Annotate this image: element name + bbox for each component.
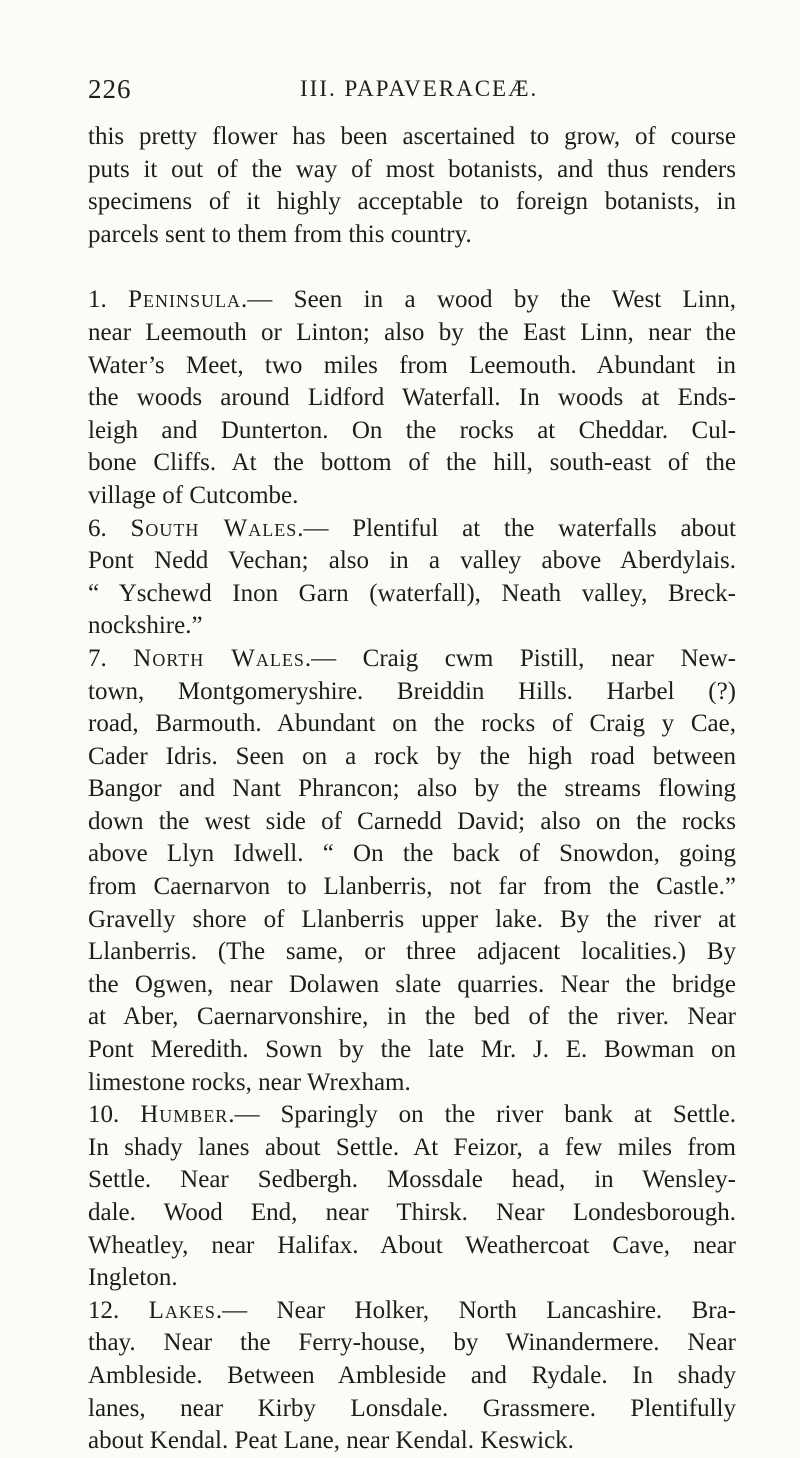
entry-number: 12.: [88, 1296, 149, 1324]
entry-first-line: [88, 284, 736, 317]
text-line: thay. Near the Ferry-house, by Winandermere. Near: [88, 1329, 736, 1357]
text-line: down the west side of Carnedd David; also on the rocks: [88, 807, 736, 835]
text-line: nockshire.”: [88, 612, 203, 640]
text-line: at Aber, Caernarvonshire, in the bed of the river. Near: [88, 1003, 736, 1031]
region-name: South Wales: [130, 514, 298, 542]
text-line: Bangor and Nant Phrancon; also by the streams flowing: [88, 775, 736, 803]
page-number: 226: [88, 74, 132, 104]
text-line: leigh and Dunterton. On the rocks at Cheddar. Cul-: [88, 416, 736, 444]
entry-first-line: [88, 1295, 736, 1328]
text-line: this pretty flower has been ascertained to grow, of course: [88, 123, 736, 150]
text-line: near Leemouth or Linton; also by the East Linn, near the: [88, 318, 736, 346]
text-line: above Llyn Idwell. “ On the back of Snowdon, going: [88, 840, 736, 868]
entry-text: .— Sparingly on the river bank at Settle.: [228, 1101, 737, 1129]
running-head: III. PAPAVERACEÆ.: [300, 76, 539, 101]
text-line: the woods around Lidford Waterfall. In woods at Ends-: [88, 384, 736, 412]
text-line: Llanberris. (The same, or three adjacent localities.) By: [88, 938, 736, 966]
entry-number: 1.: [88, 286, 129, 314]
paragraph-spacer: [88, 251, 736, 284]
text-line: about Kendal. Peat Lane, near Kendal. Keswick.: [88, 1427, 574, 1455]
page-header: [88, 74, 712, 110]
text-line: Gravelly shore of Llanberris upper lake. By the river at: [88, 905, 736, 933]
text-line: Ingleton.: [88, 1264, 178, 1292]
region-name: North Wales: [133, 644, 305, 672]
entry-first-line: [88, 643, 736, 676]
region-name: Lakes: [148, 1296, 216, 1324]
region-name: Peninsula: [128, 286, 242, 314]
body-text: [88, 121, 736, 1458]
entry-text: .— Near Holker, North Lancashire. Bra-: [215, 1296, 736, 1324]
region-name: Humber: [140, 1101, 229, 1129]
entry-number: 6.: [88, 514, 131, 542]
text-line: Cader Idris. Seen on a rock by the high road between: [88, 742, 736, 770]
text-line: Settle. Near Sedbergh. Mossdale head, in Wensley-: [88, 1166, 736, 1194]
entry-first-line: [88, 513, 736, 546]
text-line: Ambleside. Between Ambleside and Rydale. In shady: [88, 1361, 736, 1389]
entry-text: .— Plentiful at the waterfalls about: [297, 514, 737, 542]
text-line: puts it out of the way of most botanists, and thus renders: [88, 155, 736, 183]
text-line: lanes, near Kirby Lonsdale. Grassmere. Plentifully: [88, 1394, 736, 1422]
entry-first-line: [88, 1099, 736, 1132]
text-line: Wheatley, near Halifax. About Weathercoat Cave, near: [88, 1231, 736, 1259]
text-line: “ Yschewd Inon Garn (waterfall), Neath valley, Breck-: [88, 579, 736, 607]
text-line: specimens of it highly acceptable to foreign botanists, in: [88, 188, 736, 216]
text-line: In shady lanes about Settle. At Feizor, a few miles from: [88, 1133, 736, 1161]
text-line: parcels sent to them from this country.: [88, 220, 472, 248]
text-line: limestone rocks, near Wrexham.: [88, 1068, 411, 1096]
entry-text: .— Craig cwm Pistill, near New-: [304, 644, 736, 672]
text-line: town, Montgomeryshire. Breiddin Hills. Harbel (?): [88, 677, 736, 705]
text-line: dale. Wood End, near Thirsk. Near Londesborough.: [88, 1199, 736, 1226]
text-line: Water’s Meet, two miles from Leemouth. Abundant in: [88, 351, 736, 379]
text-line: from Caernarvon to Llanberris, not far from the Castle.”: [88, 873, 736, 901]
text-line: Pont Meredith. Sown by the late Mr. J. E. Bowman on: [88, 1036, 736, 1064]
text-line: Pont Nedd Vechan; also in a valley above Aberdylais.: [88, 547, 736, 575]
entry-number: 7.: [88, 644, 134, 672]
text-line: bone Cliffs. At the bottom of the hill, south-east of the: [88, 449, 736, 477]
text-line: village of Cutcombe.: [88, 481, 299, 509]
entry-text: .— Seen in a wood by the West Linn,: [241, 286, 736, 314]
text-line: the Ogwen, near Dolawen slate quarries. Near the bridge: [88, 970, 736, 998]
entry-number: 10.: [88, 1101, 141, 1129]
text-line: road, Barmouth. Abundant on the rocks of Craig y Cae,: [88, 710, 736, 738]
